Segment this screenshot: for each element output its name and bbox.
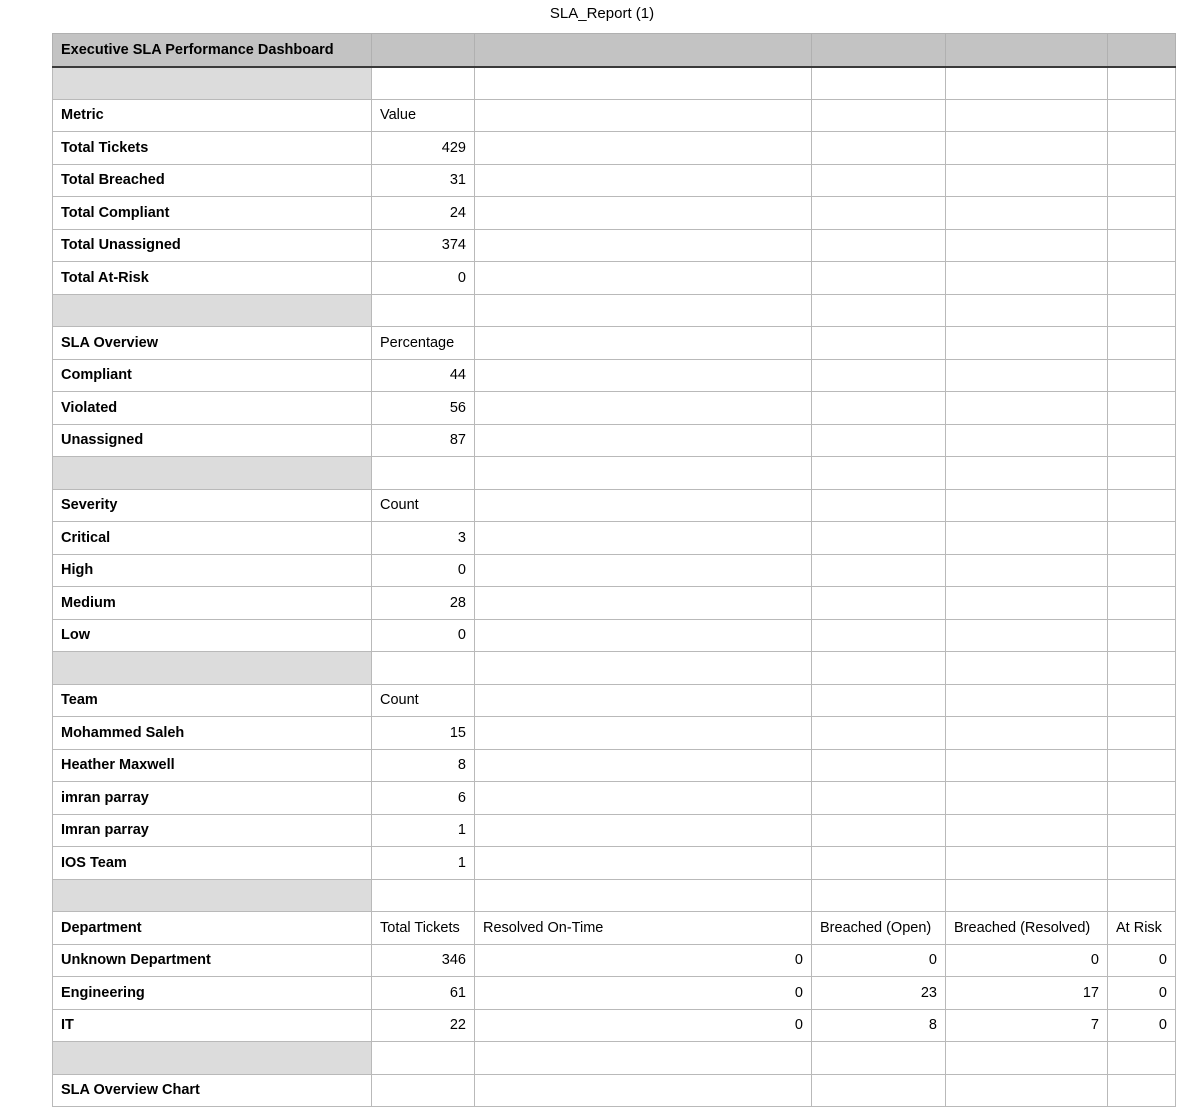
row-value: 44 — [372, 359, 475, 392]
row-cell-3 — [475, 359, 812, 392]
table-row — [53, 132, 1176, 165]
row-cell-3 — [475, 197, 812, 230]
spacer-cell-6 — [1108, 652, 1176, 685]
spacer-cell-5 — [946, 294, 1108, 327]
row-label: Total At-Risk — [53, 262, 372, 295]
row-cell-6 — [1108, 359, 1176, 392]
table-row — [53, 164, 1176, 197]
sla-overview-header-cell-4 — [812, 327, 946, 360]
row-value: 374 — [372, 229, 475, 262]
table-row-spacer — [53, 67, 1176, 100]
row-cell-3 — [475, 554, 812, 587]
row-cell-4 — [812, 619, 946, 652]
row-cell-5 — [946, 847, 1108, 880]
row-cell-6 — [1108, 749, 1176, 782]
chart-header-cell-2 — [372, 1074, 475, 1107]
row-cell-3 — [475, 522, 812, 555]
row-value: 8 — [372, 749, 475, 782]
table-row-spacer — [53, 652, 1176, 685]
spacer-cell-5 — [946, 879, 1108, 912]
table-row — [53, 749, 1176, 782]
table-row — [53, 587, 1176, 620]
spacer-cell-4 — [812, 652, 946, 685]
chart-header-cell-5 — [946, 1074, 1108, 1107]
row-label: Compliant — [53, 359, 372, 392]
row-value: 0 — [372, 554, 475, 587]
spacer-cell-6 — [1108, 879, 1176, 912]
team-header-cell-6 — [1108, 684, 1176, 717]
row-cell-4 — [812, 782, 946, 815]
table-row — [53, 717, 1176, 750]
row-cell-3 — [475, 229, 812, 262]
sla-overview-header-cell-3 — [475, 327, 812, 360]
spacer-cell-3 — [475, 67, 812, 100]
department-header-resolved-on-time: Resolved On-Time — [475, 912, 812, 945]
table-row — [53, 814, 1176, 847]
row-cell-6 — [1108, 132, 1176, 165]
row-cell-5 — [946, 522, 1108, 555]
row-cell-3 — [475, 782, 812, 815]
row-label: IT — [53, 1009, 372, 1042]
row-cell-3 — [475, 847, 812, 880]
banner-cell-4 — [812, 34, 946, 67]
table-row — [53, 977, 1176, 1010]
row-value: 0 — [372, 619, 475, 652]
table-row — [53, 392, 1176, 425]
row-cell-5 — [946, 619, 1108, 652]
table-row — [53, 847, 1176, 880]
dashboard-banner-title: Executive SLA Performance Dashboard — [53, 34, 372, 67]
sla-overview-header-cell-5 — [946, 327, 1108, 360]
row-value: 429 — [372, 132, 475, 165]
row-value: 31 — [372, 164, 475, 197]
spacer-cell-3 — [475, 652, 812, 685]
row-cell-5 — [946, 749, 1108, 782]
row-value: 15 — [372, 717, 475, 750]
row-cell-4 — [812, 587, 946, 620]
row-cell-5 — [946, 359, 1108, 392]
table-row-spacer — [53, 879, 1176, 912]
row-cell-3 — [475, 164, 812, 197]
spacer-label-cell — [53, 879, 372, 912]
row-label: Critical — [53, 522, 372, 555]
row-cell-3 — [475, 424, 812, 457]
table-row-department-header — [53, 912, 1176, 945]
row-cell-6 — [1108, 229, 1176, 262]
row-cell-6 — [1108, 522, 1176, 555]
row-label: Total Unassigned — [53, 229, 372, 262]
sla-overview-header-cell-6 — [1108, 327, 1176, 360]
row-label: High — [53, 554, 372, 587]
table-row — [53, 554, 1176, 587]
severity-header-cell-3 — [475, 489, 812, 522]
sla-overview-value-header: Percentage — [372, 327, 475, 360]
table-row-sla-overview-header — [53, 327, 1176, 360]
sla-report-table[interactable] — [52, 33, 1176, 1107]
row-cell-6 — [1108, 197, 1176, 230]
row-cell-4 — [812, 749, 946, 782]
spacer-cell-2 — [372, 294, 475, 327]
cell-resolved-on-time: 0 — [475, 944, 812, 977]
row-cell-4 — [812, 197, 946, 230]
spacer-cell-6 — [1108, 457, 1176, 490]
cell-at-risk: 0 — [1108, 1009, 1176, 1042]
row-label: IOS Team — [53, 847, 372, 880]
row-cell-4 — [812, 522, 946, 555]
row-cell-4 — [812, 717, 946, 750]
row-cell-6 — [1108, 392, 1176, 425]
row-cell-5 — [946, 587, 1108, 620]
banner-cell-2 — [372, 34, 475, 67]
sla-overview-section-label: SLA Overview — [53, 327, 372, 360]
spacer-cell-5 — [946, 457, 1108, 490]
department-section-label: Department — [53, 912, 372, 945]
team-section-label: Team — [53, 684, 372, 717]
row-cell-6 — [1108, 717, 1176, 750]
row-cell-6 — [1108, 587, 1176, 620]
metric-header-cell-3 — [475, 99, 812, 132]
spacer-cell-3 — [475, 294, 812, 327]
cell-breached-open: 23 — [812, 977, 946, 1010]
row-cell-4 — [812, 164, 946, 197]
table-row — [53, 424, 1176, 457]
row-label: Total Compliant — [53, 197, 372, 230]
spacer-cell-2 — [372, 652, 475, 685]
table-row-spacer — [53, 294, 1176, 327]
cell-total-tickets: 61 — [372, 977, 475, 1010]
cell-breached-open: 0 — [812, 944, 946, 977]
table-row-severity-header — [53, 489, 1176, 522]
row-label: Total Tickets — [53, 132, 372, 165]
spacer-cell-6 — [1108, 294, 1176, 327]
metric-header-cell-5 — [946, 99, 1108, 132]
row-cell-4 — [812, 359, 946, 392]
spacer-cell-4 — [812, 294, 946, 327]
cell-breached-resolved: 7 — [946, 1009, 1108, 1042]
row-cell-5 — [946, 262, 1108, 295]
row-cell-6 — [1108, 554, 1176, 587]
row-value: 24 — [372, 197, 475, 230]
table-row-banner — [53, 34, 1176, 67]
table-row — [53, 197, 1176, 230]
spacer-label-cell — [53, 294, 372, 327]
row-label: imran parray — [53, 782, 372, 815]
table-row-spacer — [53, 1042, 1176, 1075]
spacer-cell-4 — [812, 457, 946, 490]
severity-section-label: Severity — [53, 489, 372, 522]
row-label: Violated — [53, 392, 372, 425]
metric-value-header: Value — [372, 99, 475, 132]
banner-cell-5 — [946, 34, 1108, 67]
row-label: Unassigned — [53, 424, 372, 457]
cell-resolved-on-time: 0 — [475, 977, 812, 1010]
row-label: Low — [53, 619, 372, 652]
row-label: Mohammed Saleh — [53, 717, 372, 750]
department-header-breached-resolved: Breached (Resolved) — [946, 912, 1108, 945]
severity-header-cell-4 — [812, 489, 946, 522]
spacer-cell-2 — [372, 1042, 475, 1075]
row-cell-3 — [475, 262, 812, 295]
spacer-cell-6 — [1108, 1042, 1176, 1075]
row-cell-4 — [812, 424, 946, 457]
row-cell-6 — [1108, 782, 1176, 815]
row-cell-5 — [946, 554, 1108, 587]
row-value: 28 — [372, 587, 475, 620]
spacer-cell-2 — [372, 457, 475, 490]
chart-header-cell-6 — [1108, 1074, 1176, 1107]
row-cell-3 — [475, 132, 812, 165]
team-header-cell-5 — [946, 684, 1108, 717]
row-label: Imran parray — [53, 814, 372, 847]
row-label: Medium — [53, 587, 372, 620]
team-value-header: Count — [372, 684, 475, 717]
row-cell-5 — [946, 164, 1108, 197]
department-header-total-tickets: Total Tickets — [372, 912, 475, 945]
row-cell-5 — [946, 424, 1108, 457]
row-cell-3 — [475, 749, 812, 782]
row-cell-4 — [812, 554, 946, 587]
row-value: 56 — [372, 392, 475, 425]
spacer-cell-3 — [475, 879, 812, 912]
row-cell-3 — [475, 619, 812, 652]
team-header-cell-4 — [812, 684, 946, 717]
row-label: Total Breached — [53, 164, 372, 197]
severity-value-header: Count — [372, 489, 475, 522]
table-row-sla-overview-chart-header — [53, 1074, 1176, 1107]
spacer-label-cell — [53, 457, 372, 490]
document-title: SLA_Report (1) — [549, 5, 655, 22]
row-cell-4 — [812, 392, 946, 425]
row-value: 3 — [372, 522, 475, 555]
row-value: 87 — [372, 424, 475, 457]
row-cell-6 — [1108, 424, 1176, 457]
row-cell-3 — [475, 717, 812, 750]
severity-header-cell-6 — [1108, 489, 1176, 522]
spacer-cell-4 — [812, 879, 946, 912]
spacer-cell-6 — [1108, 67, 1176, 100]
row-value: 1 — [372, 847, 475, 880]
cell-breached-open: 8 — [812, 1009, 946, 1042]
row-value: 1 — [372, 814, 475, 847]
department-header-breached-open: Breached (Open) — [812, 912, 946, 945]
spacer-label-cell — [53, 652, 372, 685]
cell-breached-resolved: 17 — [946, 977, 1108, 1010]
table-row — [53, 229, 1176, 262]
table-row — [53, 359, 1176, 392]
table-row — [53, 944, 1176, 977]
spacer-label-cell — [53, 1042, 372, 1075]
spacer-cell-4 — [812, 67, 946, 100]
row-cell-5 — [946, 132, 1108, 165]
spacer-cell-5 — [946, 67, 1108, 100]
row-cell-4 — [812, 262, 946, 295]
row-cell-6 — [1108, 619, 1176, 652]
row-cell-5 — [946, 814, 1108, 847]
row-cell-6 — [1108, 814, 1176, 847]
table-row — [53, 619, 1176, 652]
row-cell-5 — [946, 717, 1108, 750]
table-row-spacer — [53, 457, 1176, 490]
row-cell-5 — [946, 229, 1108, 262]
row-cell-6 — [1108, 262, 1176, 295]
spacer-label-cell — [53, 67, 372, 100]
table-row — [53, 782, 1176, 815]
spacer-cell-5 — [946, 1042, 1108, 1075]
banner-cell-6 — [1108, 34, 1176, 67]
chart-header-cell-3 — [475, 1074, 812, 1107]
department-header-at-risk: At Risk — [1108, 912, 1176, 945]
spacer-cell-5 — [946, 652, 1108, 685]
cell-at-risk: 0 — [1108, 944, 1176, 977]
table-row — [53, 262, 1176, 295]
metric-header-cell-6 — [1108, 99, 1176, 132]
table-row-metric-header — [53, 99, 1176, 132]
row-value: 0 — [372, 262, 475, 295]
cell-total-tickets: 346 — [372, 944, 475, 977]
row-cell-3 — [475, 587, 812, 620]
spacer-cell-2 — [372, 879, 475, 912]
row-label: Engineering — [53, 977, 372, 1010]
banner-cell-3 — [475, 34, 812, 67]
cell-resolved-on-time: 0 — [475, 1009, 812, 1042]
spacer-cell-3 — [475, 1042, 812, 1075]
metric-section-label: Metric — [53, 99, 372, 132]
cell-total-tickets: 22 — [372, 1009, 475, 1042]
row-cell-5 — [946, 782, 1108, 815]
team-header-cell-3 — [475, 684, 812, 717]
spacer-cell-2 — [372, 67, 475, 100]
chart-header-cell-4 — [812, 1074, 946, 1107]
row-cell-5 — [946, 392, 1108, 425]
row-value: 6 — [372, 782, 475, 815]
spreadsheet-container[interactable] — [52, 33, 1175, 1107]
row-cell-6 — [1108, 164, 1176, 197]
row-cell-4 — [812, 132, 946, 165]
spacer-cell-4 — [812, 1042, 946, 1075]
table-row — [53, 522, 1176, 555]
row-cell-6 — [1108, 847, 1176, 880]
sla-overview-chart-label: SLA Overview Chart — [53, 1074, 372, 1107]
severity-header-cell-5 — [946, 489, 1108, 522]
table-row — [53, 1009, 1176, 1042]
cell-breached-resolved: 0 — [946, 944, 1108, 977]
row-cell-3 — [475, 392, 812, 425]
row-cell-5 — [946, 197, 1108, 230]
table-row-team-header — [53, 684, 1176, 717]
row-label: Heather Maxwell — [53, 749, 372, 782]
spacer-cell-3 — [475, 457, 812, 490]
row-cell-3 — [475, 814, 812, 847]
row-cell-4 — [812, 847, 946, 880]
row-label: Unknown Department — [53, 944, 372, 977]
row-cell-4 — [812, 229, 946, 262]
cell-at-risk: 0 — [1108, 977, 1176, 1010]
row-cell-4 — [812, 814, 946, 847]
metric-header-cell-4 — [812, 99, 946, 132]
